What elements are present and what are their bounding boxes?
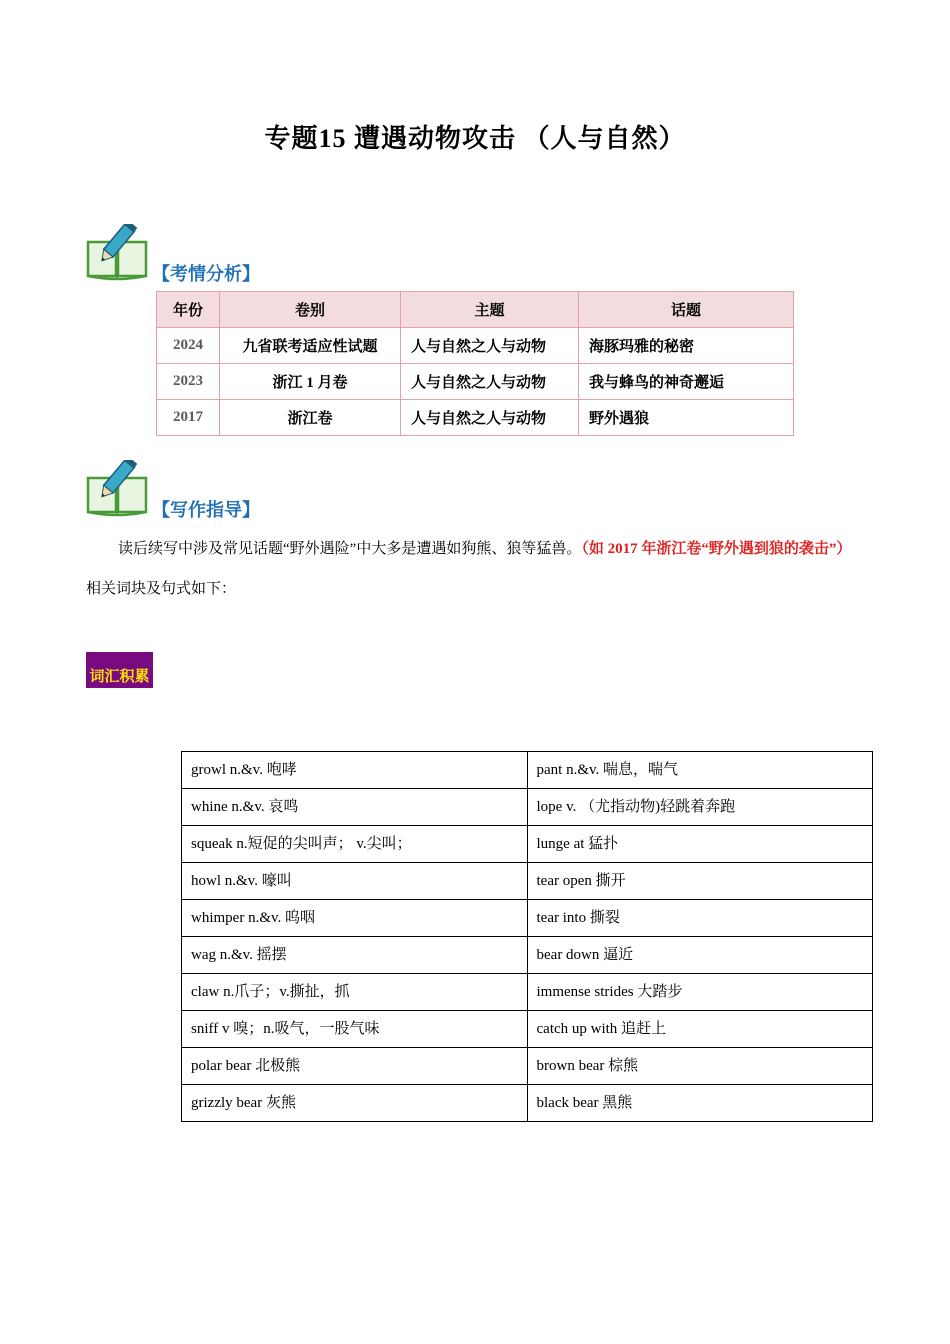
table-row bbox=[182, 863, 873, 900]
vocab-cell: pant n.&v. 喘息，喘气 bbox=[527, 752, 873, 789]
vocab-cell: growl n.&v. 咆哮 bbox=[182, 752, 528, 789]
vocab-cell: wag n.&v. 摇摆 bbox=[182, 937, 528, 974]
book-pencil-icon bbox=[86, 224, 150, 282]
cell-theme: 人与自然之人与动物 bbox=[401, 364, 579, 400]
vocab-cell: grizzly bear 灰熊 bbox=[182, 1085, 528, 1122]
cell-paper: 浙江卷 bbox=[220, 400, 401, 436]
exam-analysis-table bbox=[156, 291, 794, 436]
cell-year: 2024 bbox=[157, 328, 220, 364]
vocab-cell: whine n.&v. 哀鸣 bbox=[182, 789, 528, 826]
vocab-cell: squeak n.短促的尖叫声； v.尖叫； bbox=[182, 826, 528, 863]
vocab-cell: lope v. （尤指动物)轻跳着奔跑 bbox=[527, 789, 873, 826]
cell-paper: 浙江 1 月卷 bbox=[220, 364, 401, 400]
table-row bbox=[182, 1048, 873, 1085]
section-heading-guide: 【写作指导】 bbox=[152, 500, 260, 520]
vocab-cell: tear into 撕裂 bbox=[527, 900, 873, 937]
table-row bbox=[182, 752, 873, 789]
table-row bbox=[182, 974, 873, 1011]
table-row bbox=[182, 826, 873, 863]
header-topic: 话题 bbox=[579, 292, 794, 328]
vocab-cell: claw n.爪子；v.撕扯，抓 bbox=[182, 974, 528, 1011]
cell-topic: 海豚玛雅的秘密 bbox=[579, 328, 794, 364]
vocab-cell: howl n.&v. 嚎叫 bbox=[182, 863, 528, 900]
header-theme: 主题 bbox=[401, 292, 579, 328]
cell-paper: 九省联考适应性试题 bbox=[220, 328, 401, 364]
vocab-cell: lunge at 猛扑 bbox=[527, 826, 873, 863]
table-row bbox=[182, 789, 873, 826]
vocab-cell: polar bear 北极熊 bbox=[182, 1048, 528, 1085]
vocab-cell: brown bear 棕熊 bbox=[527, 1048, 873, 1085]
vocabulary-table bbox=[181, 751, 873, 1122]
vocab-section-label: 词汇积累 bbox=[86, 652, 153, 688]
vocab-cell: black bear 黑熊 bbox=[527, 1085, 873, 1122]
header-year: 年份 bbox=[157, 292, 220, 328]
vocab-cell: sniff v 嗅；n.吸气，一股气味 bbox=[182, 1011, 528, 1048]
table-row bbox=[182, 937, 873, 974]
vocab-cell: tear open 撕开 bbox=[527, 863, 873, 900]
table-row bbox=[182, 1011, 873, 1048]
cell-theme: 人与自然之人与动物 bbox=[401, 400, 579, 436]
vocab-cell: catch up with 追赶上 bbox=[527, 1011, 873, 1048]
cell-theme: 人与自然之人与动物 bbox=[401, 328, 579, 364]
table-row bbox=[182, 900, 873, 937]
vocab-cell: immense strides 大踏步 bbox=[527, 974, 873, 1011]
table-row bbox=[157, 328, 794, 364]
guide-paragraph bbox=[86, 529, 866, 609]
guide-text-intro: 读后续写中涉及常见话题“野外遇险”中大多是遭遇如狗熊、狼等猛兽。 bbox=[118, 541, 582, 557]
header-paper: 卷别 bbox=[220, 292, 401, 328]
vocab-cell: whimper n.&v. 呜咽 bbox=[182, 900, 528, 937]
guide-text-highlight: （如 2017 年浙江卷“野外遇到狼的袭击”） bbox=[581, 541, 852, 557]
book-pencil-icon bbox=[86, 460, 150, 518]
page-title: 专题15 遭遇动物攻击 （人与自然） bbox=[264, 124, 686, 153]
cell-year: 2017 bbox=[157, 400, 220, 436]
cell-topic: 野外遇狼 bbox=[579, 400, 794, 436]
cell-year: 2023 bbox=[157, 364, 220, 400]
table-row bbox=[157, 400, 794, 436]
guide-text-outro: 相关词块及句式如下： bbox=[86, 581, 237, 597]
table-header-row bbox=[157, 292, 794, 328]
section-heading-analysis: 【考情分析】 bbox=[152, 264, 260, 284]
table-row bbox=[182, 1085, 873, 1122]
cell-topic: 我与蜂鸟的神奇邂逅 bbox=[579, 364, 794, 400]
vocab-cell: bear down 逼近 bbox=[527, 937, 873, 974]
table-row bbox=[157, 364, 794, 400]
